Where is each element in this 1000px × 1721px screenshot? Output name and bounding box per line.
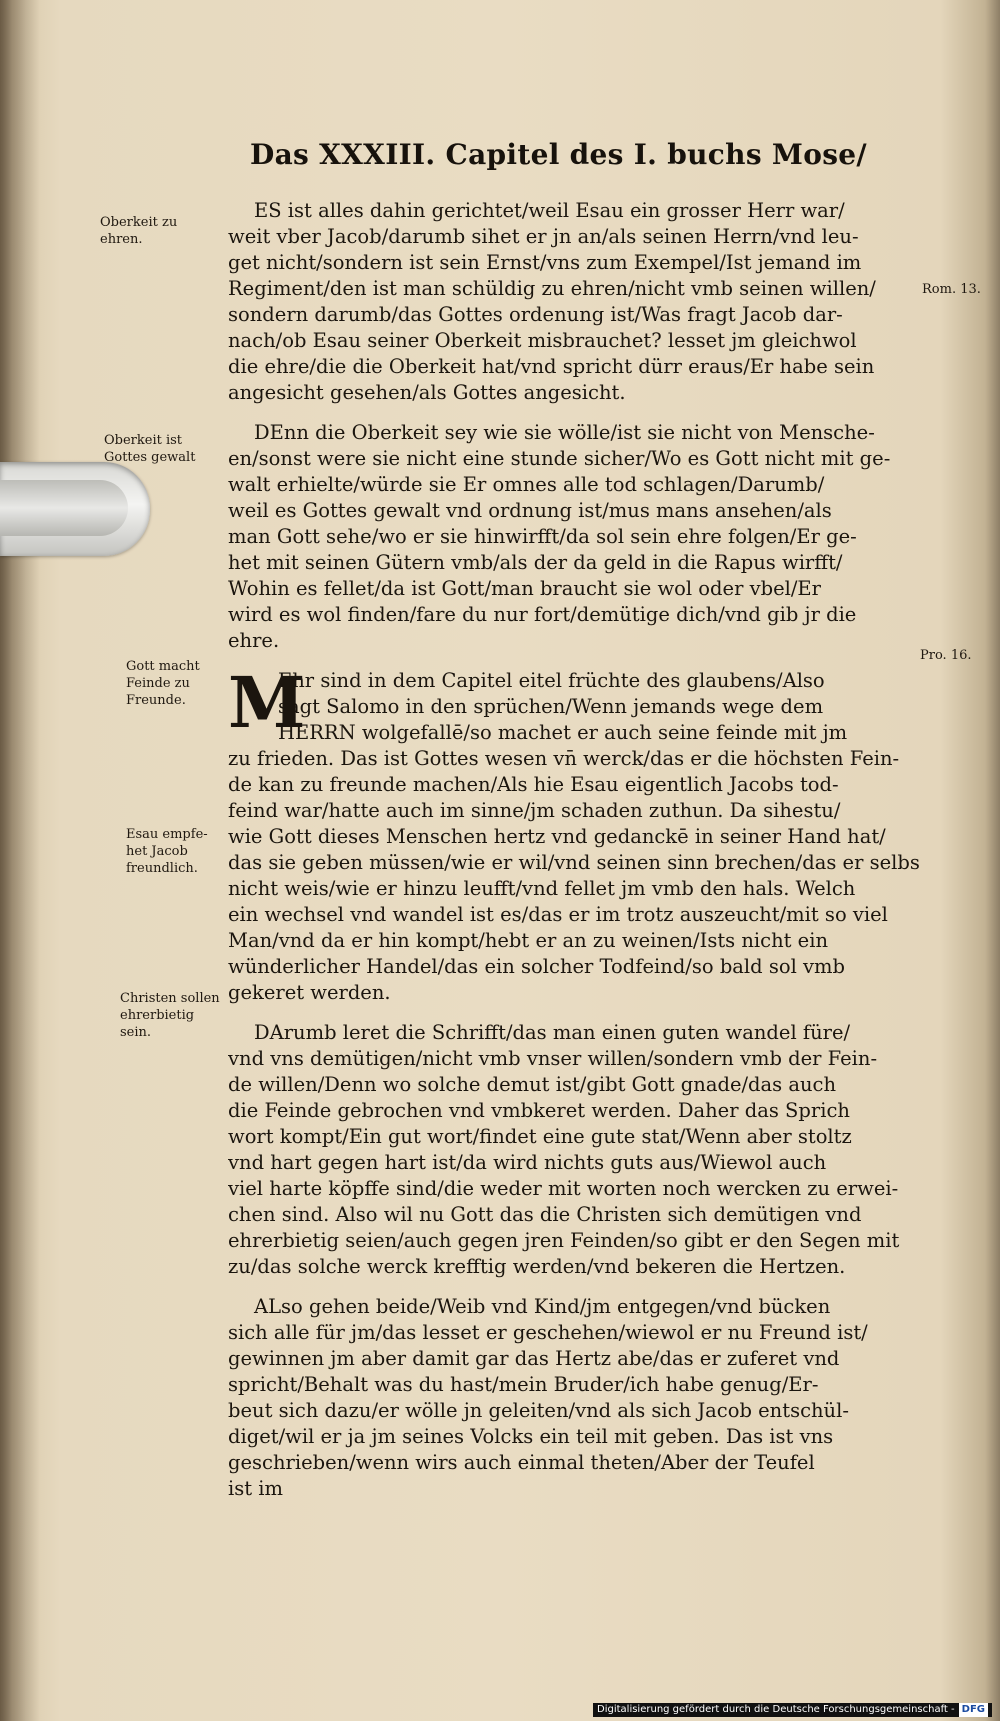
margin-note-line: Freunde. <box>126 693 186 708</box>
paragraph <box>228 198 928 406</box>
scripture-reference-rom: Rom. 13. <box>922 282 981 297</box>
text-line: sich alle für jm/das lesset er geschehen/wiewol er nu Freund ist/ <box>228 1321 868 1344</box>
text-line: sagt Salomo in den sprüchen/Wenn jemands wege dem <box>278 695 824 718</box>
credit-text: Digitalisierung gefördert durch die Deutsche Forschungsgemeinschaft - <box>597 1704 955 1715</box>
text-line: viel harte köpffe sind/die weder mit worten noch wercken zu erwei- <box>228 1177 899 1200</box>
digitization-credit <box>593 1703 992 1717</box>
text-line: de kan zu freunde machen/Als hie Esau eigentlich Jacobs tod- <box>228 773 839 796</box>
text-line: die Feinde gebrochen vnd vmbkeret werden. Daher das Sprich <box>228 1099 850 1122</box>
text-line: gekeret werden. <box>228 981 391 1004</box>
margin-note-line: Gott macht <box>126 659 200 674</box>
chapter-heading: Das XXXIII. Capitel des I. buchs Mose/ <box>250 138 867 171</box>
margin-note-line: Oberkeit zu <box>100 215 178 230</box>
margin-note-line: ehrerbietig <box>120 1008 195 1023</box>
paragraph <box>228 420 928 654</box>
text-line: ein wechsel vnd wandel ist es/das er im trotz auszeucht/mit so viel <box>228 903 888 926</box>
text-line: get nicht/sondern ist sein Ernst/vns zum Exempel/Ist jemand im <box>228 251 862 274</box>
text-line: Ehr sind in dem Capitel eitel früchte des glaubens/Also <box>278 669 825 692</box>
text-line: wie Gott dieses Menschen hertz vnd gedanckē in seiner Hand hat/ <box>228 825 886 848</box>
text-line: ES ist alles dahin gerichtet/weil Esau ein grosser Herr war/ <box>254 199 845 222</box>
text-line: weil es Gottes gewalt vnd ordnung ist/mus mans ansehen/als <box>228 499 832 522</box>
margin-note-line: sein. <box>120 1025 152 1040</box>
text-line: das sie geben müssen/wie er wil/vnd seinen sinn brechen/das er selbs <box>228 851 920 874</box>
margin-note-line: Esau empfe- <box>126 827 208 842</box>
margin-note-line: Feinde zu <box>126 676 190 691</box>
paragraph <box>228 661 928 1006</box>
margin-note-line: Christen sollen <box>120 991 220 1006</box>
margin-note-line: het Jacob <box>126 844 188 859</box>
margin-note-5 <box>120 990 220 1041</box>
text-line: angesicht gesehen/als Gottes angesicht. <box>228 381 626 404</box>
text-line: het mit seinen Gütern vmb/als der da geld in die Rapus wirfft/ <box>228 551 843 574</box>
text-line: Wohin es fellet/da ist Gott/man braucht sie wol oder vbel/Er <box>228 577 821 600</box>
text-line: en/sonst were sie nicht eine stunde sicher/Wo es Gott nicht mit ge- <box>228 447 891 470</box>
text-line: beut sich dazu/er wölle jn geleiten/vnd als sich Jacob entschül- <box>228 1399 849 1422</box>
text-line: walt erhielte/würde sie Er omnes alle tod schlagen/Darumb/ <box>228 473 825 496</box>
text-line: ist im <box>228 1477 284 1500</box>
text-line: nicht weis/wie er hinzu leufft/vnd fellet jm vmb den hals. Welch <box>228 877 856 900</box>
text-line: vnd hart gegen hart ist/da wird nichts guts aus/Wiewol auch <box>228 1151 827 1174</box>
page-clip <box>0 462 150 556</box>
margin-note-line: Oberkeit ist <box>104 433 183 448</box>
text-line: diget/wil er ja jm seines Volcks ein teil mit geben. Das ist vns <box>228 1425 834 1448</box>
text-line: ehre. <box>228 629 280 652</box>
text-line: de willen/Denn wo solche demut ist/gibt Gott gnade/das auch <box>228 1073 837 1096</box>
paragraph <box>228 1294 928 1502</box>
text-line: gewinnen jm aber damit gar das Hertz abe/das er zuferet vnd <box>228 1347 840 1370</box>
text-line: weit vber Jacob/darumb sihet er jn an/als seinen Herrn/vnd leu- <box>228 225 859 248</box>
text-line: Man/vnd da er hin kompt/hebt er an zu weinen/Ists nicht ein <box>228 929 829 952</box>
text-line: wort kompt/Ein gut wort/findet eine gute stat/Wenn aber stoltz <box>228 1125 852 1148</box>
text-line: chen sind. Also wil nu Gott das die Christen sich demütigen vnd <box>228 1203 862 1226</box>
drop-cap: M <box>228 661 306 744</box>
text-line: Regiment/den ist man schüldig zu ehren/nicht vmb seinen willen/ <box>228 277 876 300</box>
text-line: DEnn die Oberkeit sey wie sie wölle/ist sie nicht von Mensche- <box>254 421 875 444</box>
margin-note-line: ehren. <box>100 232 143 247</box>
text-line: wünderlicher Handel/das ein solcher Todfeind/so bald sol vmb <box>228 955 846 978</box>
margin-note-4 <box>126 826 208 877</box>
text-line: spricht/Behalt was du hast/mein Bruder/ich habe genug/Er- <box>228 1373 819 1396</box>
page-clip-inner <box>0 480 128 536</box>
text-line: ALso gehen beide/Weib vnd Kind/jm entgegen/vnd bücken <box>254 1295 831 1318</box>
text-line: HERRN wolgefallē/so machet er auch seine feinde mit jm <box>278 721 848 744</box>
text-line: man Gott sehe/wo er sie hinwirfft/da sol sein ehre folgen/Er ge- <box>228 525 857 548</box>
text-line: vnd vns demütigen/nicht vmb vnser willen/sondern vmb der Fein- <box>228 1047 878 1070</box>
margin-note-line: Gottes gewalt <box>104 450 196 465</box>
text-line: DArumb leret die Schrifft/das man einen guten wandel füre/ <box>254 1021 851 1044</box>
text-line: zu frieden. Das ist Gottes wesen vn̄ werck/das er die höchsten Fein- <box>228 747 900 770</box>
text-line: geschrieben/wenn wirs auch einmal theten/Aber der Teufel <box>228 1451 815 1474</box>
text-line: ehrerbietig seien/auch gegen jren Feinden/so gibt er den Segen mit <box>228 1229 900 1252</box>
scripture-reference-pro: Pro. 16. <box>920 648 972 663</box>
text-line: feind war/hatte auch im sinne/jm schaden zuthun. Da sihestu/ <box>228 799 841 822</box>
text-line: zu/das solche werck krefftig werden/vnd bekeren die Hertzen. <box>228 1255 846 1278</box>
paragraph <box>228 1020 928 1280</box>
text-line: nach/ob Esau seiner Oberkeit misbrauchet? lesset jm gleichwol <box>228 329 857 352</box>
margin-note-2 <box>104 432 195 466</box>
margin-note-line: freundlich. <box>126 861 198 876</box>
margin-note-1 <box>100 214 177 248</box>
text-line: wird es wol finden/fare du nur fort/demütige dich/vnd gib jr die <box>228 603 857 626</box>
text-line: sondern darumb/das Gottes ordenung ist/Was fragt Jacob dar- <box>228 303 843 326</box>
margin-note-3 <box>126 658 200 709</box>
dfg-logo: DFG <box>959 1703 988 1717</box>
binding-shadow <box>0 0 40 1721</box>
text-line: die ehre/die die Oberkeit hat/vnd spricht dürr eraus/Er habe sein <box>228 355 875 378</box>
body-text <box>228 198 928 1516</box>
